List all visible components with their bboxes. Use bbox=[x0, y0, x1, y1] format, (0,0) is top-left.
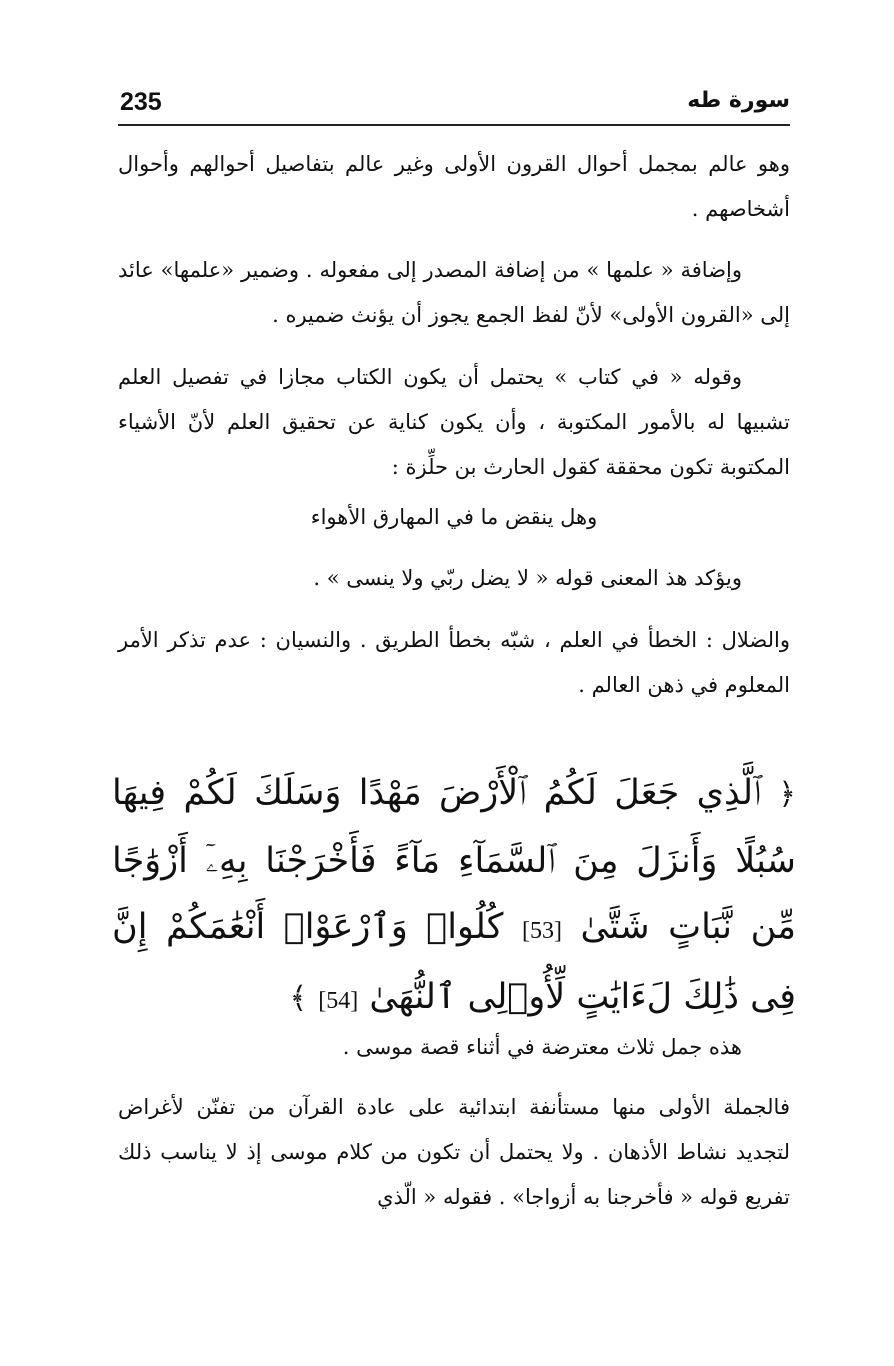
paragraph-3: وقوله « في كتاب » يحتمل أن يكون الكتاب مجازا في تفصيل العلم تشبيها له بالأمور المكتوبة ، وأن يكون كناية عن تحقيق العلم لأنّ الأشياء المكتوبة تكون محققة كقول الحارث بن حلِّزة : bbox=[118, 365, 790, 479]
poetry-verse: وهل ينقض ما في المهارق الأهواء bbox=[310, 505, 598, 529]
paragraph-4: ويؤكد هذ المعنى قوله « لا يضل ربّي ولا ينسى » . bbox=[313, 566, 742, 590]
quran-verse-54: كُلُوا۟ وَٱرْعَوْا۟ أَنْعَٰمَكُمْ إِنَّ فِى ذَٰلِكَ لَءَايَٰتٍ لِّأُو۟لِى ٱلنُّهَىٰ bbox=[112, 907, 796, 1017]
verse-number-54: [54] bbox=[318, 988, 359, 1014]
ornate-open-bracket: ﴿ bbox=[778, 777, 796, 812]
paragraph-6: هذه جمل ثلاث معترضة في أثناء قصة موسى . bbox=[342, 1035, 742, 1059]
header-divider bbox=[118, 124, 790, 126]
paragraph-2: وإضافة « علمها » من إضافة المصدر إلى مفعوله . وضمير «علمها» عائد إلى «القرون الأولى» لأنّ لفظ الجمع يجوز أن يؤنث ضميره . bbox=[118, 258, 790, 327]
paragraph-1: وهو عالم بمجمل أحوال القرون الأولى وغير عالم بتفاصيل أحوالهم وأحوال أشخاصهم . bbox=[118, 152, 790, 221]
page-number: 235 bbox=[120, 88, 162, 116]
surah-title: سورة طه bbox=[687, 88, 790, 113]
quran-verse-53: ٱلَّذِي جَعَلَ لَكُمُ ٱلْأَرْضَ مَهْدًا وَسَلَكَ لَكُمْ فِيهَا سُبُلًا وَأَنزَلَ مِنَ ٱلسَّمَآءِ مَآءً فَأَخْرَجْنَا بِهِۦٓ أَزْوَٰجًا مِّن نَّبَاتٍ شَتَّىٰ bbox=[112, 773, 796, 947]
paragraph-7: فالجملة الأولى منها مستأنفة ابتدائية على عادة القرآن من تفنّن لأغراض لتجديد نشاط الأذهان . ولا يحتمل أن تكون من كلام موسى إذ لا يناسب ذلك تفريع قوله « فأخرجنا به أزواجا» . فقوله « الّذي bbox=[118, 1095, 790, 1209]
quran-verses bbox=[112, 760, 796, 1034]
page-header bbox=[118, 86, 790, 120]
verse-number-53: [53] bbox=[521, 918, 562, 944]
ornate-close-bracket: ﴾ bbox=[289, 981, 308, 1016]
paragraph-5: والضلال : الخطأ في العلم ، شبّه بخطأ الطريق . والنسيان : عدم تذكر الأمر المعلوم في ذهن العالم . bbox=[118, 628, 790, 697]
